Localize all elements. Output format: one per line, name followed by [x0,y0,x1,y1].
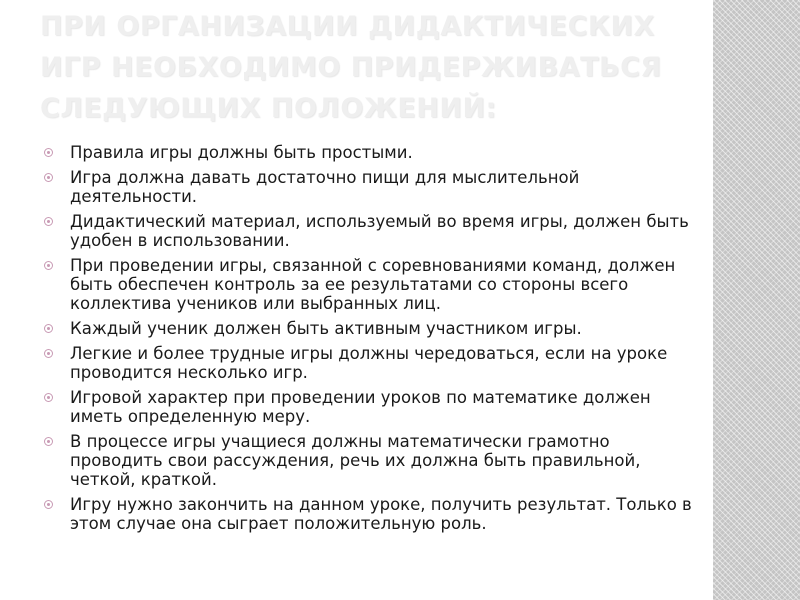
list-item [44,168,704,206]
list-item [44,388,704,426]
list-item [44,212,704,250]
decorative-side-band [713,0,800,600]
list-item [44,256,704,313]
circle-bullet-icon [44,173,53,182]
circle-bullet-icon [44,500,53,509]
slide-title: ПРИ ОРГАНИЗАЦИИ ДИДАКТИЧЕСКИХ ИГР НЕОБХОДИМО ПРИДЕРЖИВАТЬСЯ СЛЕДУЮЩИХ ПОЛОЖЕНИЙ: [40,11,662,124]
circle-bullet-icon [44,217,53,226]
bullet-list [44,143,704,539]
list-item-text: Легкие и более трудные игры должны чередоваться, если на уроке проводится несколько игр. [70,344,668,382]
list-item-text: Правила игры должны быть простыми. [70,143,413,162]
circle-bullet-icon [44,148,53,157]
circle-bullet-icon [44,349,53,358]
list-item-text: Каждый ученик должен быть активным участником игры. [70,319,582,338]
circle-bullet-icon [44,393,53,402]
list-item [44,319,704,338]
list-item-text: Игровой характер при проведении уроков по математике должен иметь определенную меру. [70,388,651,426]
list-item [44,495,704,533]
list-item-text: Игру нужно закончить на данном уроке, получить результат. Только в этом случае она сыграет положительную роль. [70,495,692,533]
list-item-text: Игра должна давать достаточно пищи для мыслительной деятельности. [70,168,580,206]
circle-bullet-icon [44,437,53,446]
circle-bullet-icon [44,261,53,270]
list-item [44,344,704,382]
circle-bullet-icon [44,324,53,333]
list-item [44,432,704,489]
list-item-text: При проведении игры, связанной с соревнованиями команд, должен быть обеспечен контроль за ее результатами со стороны всего коллектива учеников или выбранных лиц. [70,256,676,313]
list-item-text: В процессе игры учащиеся должны математически грамотно проводить свои рассуждения, речь их должна быть правильной, четкой, краткой. [70,432,641,489]
list-item [44,143,704,162]
list-item-text: Дидактический материал, используемый во время игры, должен быть удобен в использовании. [70,212,689,250]
